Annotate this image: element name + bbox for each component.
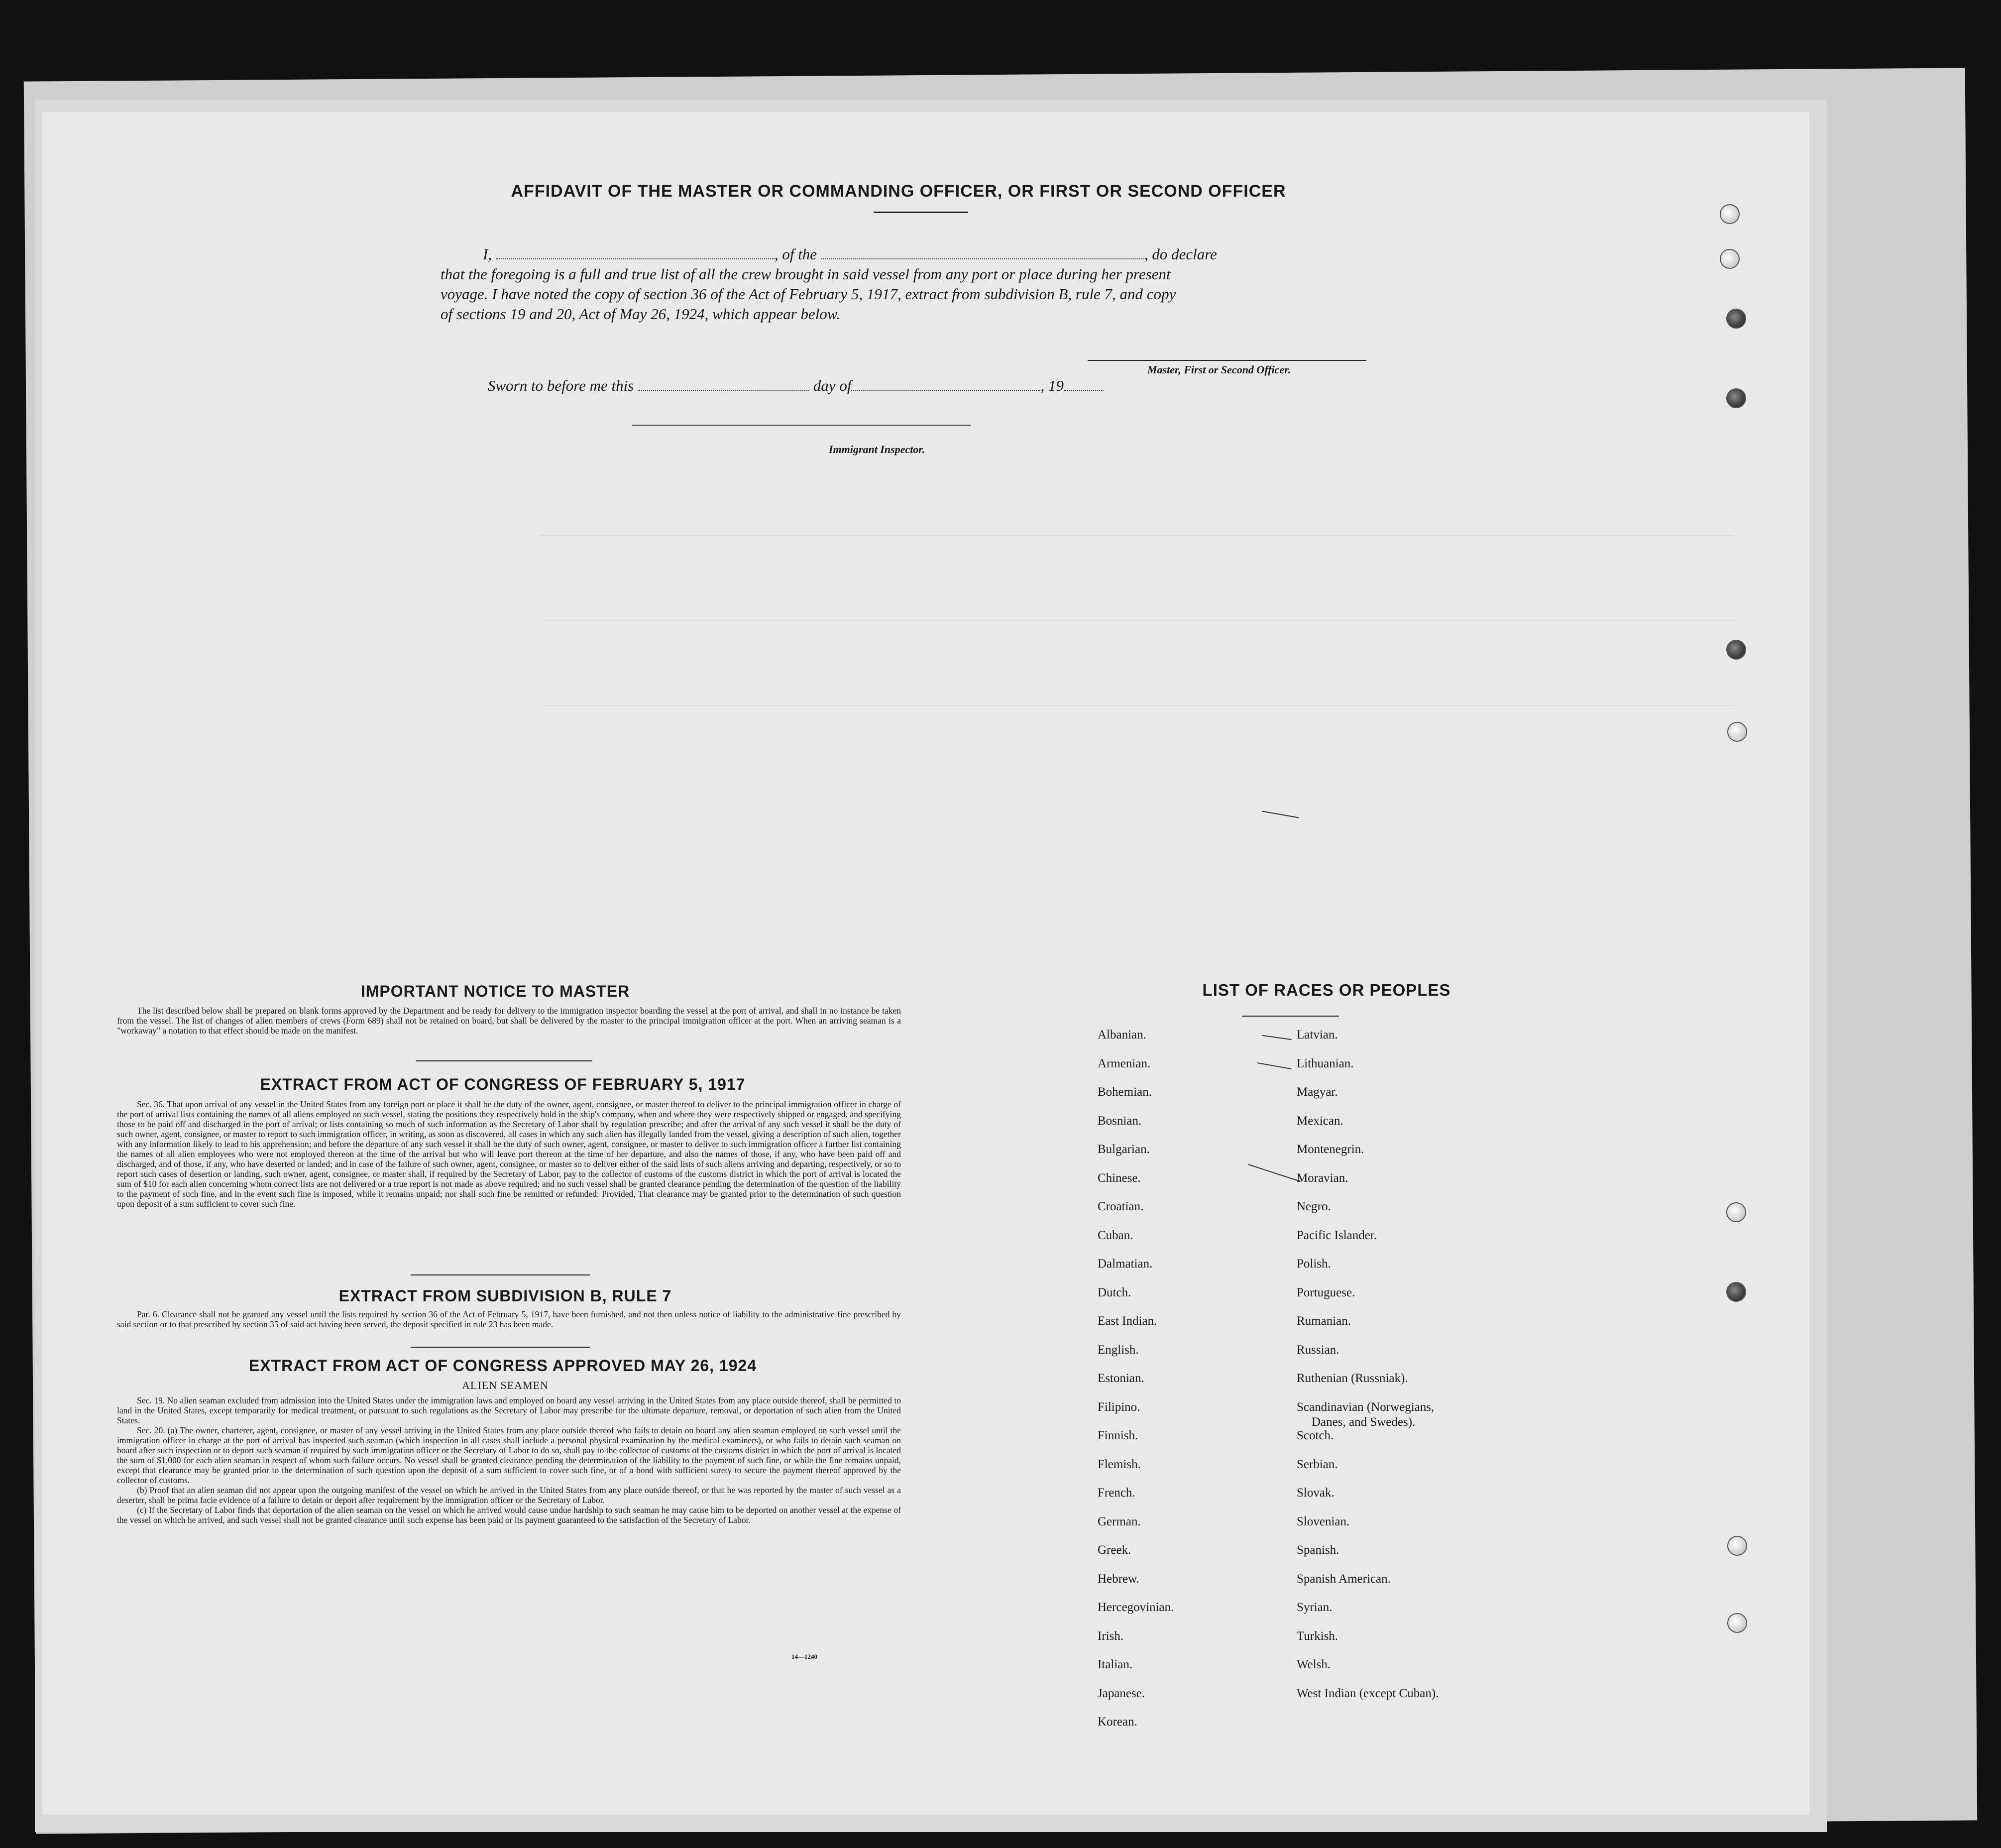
master-signature-line[interactable] [1088, 360, 1366, 361]
race-item: Lithuanian. [1297, 1056, 1354, 1070]
sec20c-paragraph: (c) If the Secretary of Labor finds that deportation of the alien seaman on the vessel on which he arrived would cause undue hardship to such seaman he may cause him to be deported on another vessel at the expense of the vessel on which he arrived, and such vessel shall not be granted clearance until such expense has been paid or its payment guaranteed to the satisfaction of the Secretary of Labor. [117, 1505, 901, 1525]
race-item: Finnish. [1098, 1429, 1138, 1442]
race-item: Ruthenian (Russniak). [1297, 1372, 1408, 1385]
race-item: Scotch. [1297, 1429, 1334, 1442]
race-item: Serbian. [1297, 1457, 1338, 1471]
race-item: Polish. [1297, 1257, 1331, 1270]
race-item: Estonian. [1098, 1372, 1144, 1385]
year-prefix: , 19 [1040, 377, 1064, 394]
binder-hole [1720, 204, 1740, 224]
race-item: Slovak. [1297, 1486, 1334, 1500]
sworn-day-field[interactable] [638, 390, 809, 391]
sec19-paragraph: Sec. 19. No alien seaman excluded from admission into the United States under the immigration laws and employed on board any vessel arriving in the United States from any place outside thereof, shall be permitted to land in the United States, except temporarily for medical treatment, or pursuant to such regulations as the Secretary of Labor may prescribe for the ultimate departure, removal, or deportation of such alien from the United States. [117, 1395, 901, 1425]
race-item: West Indian (except Cuban). [1297, 1686, 1439, 1700]
binder-hole [1720, 249, 1740, 269]
affidavit-of-the: , of the [774, 245, 817, 263]
binder-hole [1727, 1536, 1747, 1556]
sworn-year-field[interactable] [1064, 390, 1104, 391]
race-item: English. [1098, 1343, 1139, 1357]
sec20b-paragraph: (b) Proof that an alien seaman did not appear upon the outgoing manifest of the vessel on which he arrived in the United States from any place outside thereof, or that he was reported by the master of such vessel as a deserter, shall be prima facie evidence of a failure to detain or deport after requirement by the immigration officer or the Secretary of Labor. [117, 1485, 901, 1505]
race-item: Korean. [1098, 1715, 1137, 1729]
affidavit-line-4: of sections 19 and 20, Act of May 26, 1924, which appear below. [441, 305, 841, 323]
binder-hole [1726, 309, 1746, 329]
title-rule [874, 212, 968, 213]
race-item: Japanese. [1098, 1686, 1145, 1700]
divider-2 [411, 1274, 590, 1275]
race-item: Hercegovinian. [1098, 1601, 1174, 1614]
binder-hole [1726, 388, 1746, 408]
race-item: Latvian. [1297, 1028, 1338, 1041]
notice-text [117, 1006, 901, 1036]
notice-title: IMPORTANT NOTICE TO MASTER [360, 982, 630, 1000]
binder-hole [1726, 1202, 1746, 1222]
race-item: Cuban. [1098, 1228, 1133, 1242]
affidavit-declare: , do declare [1144, 245, 1217, 263]
master-label: Master, First or Second Officer. [1147, 363, 1291, 376]
race-item: Magyar. [1297, 1085, 1338, 1099]
sworn-label: Sworn to before me this [488, 377, 634, 394]
day-of-label: day of [813, 377, 852, 394]
sworn-month-field[interactable] [851, 390, 1040, 391]
divider-1 [416, 1060, 592, 1061]
extract-1917-text [117, 1099, 901, 1209]
extract-1917-title: EXTRACT FROM ACT OF CONGRESS OF FEBRUARY 5, 1917 [260, 1075, 746, 1093]
affidavit-line-1 [483, 245, 1448, 263]
affidavit-line-2: that the foregoing is a full and true list of all the crew brought in said vessel from any port or place during her present [441, 265, 1171, 283]
binder-hole [1726, 640, 1746, 660]
sec36-paragraph: Sec. 36. That upon arrival of any vessel in the United States from any foreign port or place it shall be the duty of the owner, agent, consignee, or master thereof to deliver to the principal immigration officer in charge of the port of arrival lists containing the names of all aliens employed on such vessel, stating the positions they respectively hold in the ship's company, when and where they were respectively shipped or engaged, and specifying those to be paid off and discharged in the port of arrival; or lists containing so much of such information as the Secretary of Labor shall by regulation prescribe; and after the arrival of any such vessel it shall be the duty of such owner, agent, consignee, or master to report to such immigration officer, in writing, as soon as discovered, all cases in which any such alien has illegally landed from the vessel, giving a description of such alien, together with any information likely to lead to his apprehension; and before the departure of any such vessel it shall be the duty of such owner, agent, consignee, or master to deliver to such immigration officer a further list containing the names of all alien employees who were not employed thereon at the time of the arrival but who will leave port thereon at the time of her departure, and also the names of those, if any, who have been paid off and discharged, and of those, if any, who have deserted or landed; and in case of the failure of such owner, agent, consignee, or master so to deliver either of the said lists of such aliens arriving and departing, respectively, or so to report such cases of desertion or landing, such owner, agent, consignee, or master shall, if required by the Secretary of Labor, pay to the collector of customs of the customs district in which the port of arrival is located the sum of $10 for each alien concerning whom correct lists are not delivered or a true report is not made as above required; and no such vessel shall be granted clearance pending the determination of the question of the liability to the payment of such fine, and in the event such fine is imposed, while it remains unpaid; nor shall such fine be remitted or refunded: Provided, That clearance may be granted prior to the determination of such question upon deposit of a sum sufficient to cover such fine. [117, 1099, 901, 1209]
affidavit-line-3: voyage. I have noted the copy of section 36 of the Act of February 5, 1917, extract from subdivision B, rule 7, and copy [441, 285, 1176, 303]
race-item: Rumanian. [1297, 1314, 1351, 1328]
name-field[interactable] [496, 258, 775, 259]
binder-hole [1727, 1613, 1747, 1633]
race-item: Turkish. [1297, 1629, 1338, 1643]
race-item: Negro. [1297, 1200, 1331, 1213]
affidavit-title: AFFIDAVIT OF THE MASTER OR COMMANDING OFFICER, OR FIRST OR SECOND OFFICER [511, 182, 1286, 201]
race-item: Dutch. [1098, 1285, 1131, 1299]
race-item: Montenegrin. [1297, 1143, 1364, 1156]
race-item: Slovenian. [1297, 1514, 1350, 1528]
divider-3 [411, 1347, 590, 1348]
extract-rule7-title: EXTRACT FROM SUBDIVISION B, RULE 7 [338, 1287, 672, 1305]
inspector-label: Immigrant Inspector. [829, 443, 925, 456]
form-number: 14—1240 [791, 1653, 817, 1660]
race-item: Moravian. [1297, 1171, 1348, 1185]
sec20a-paragraph: Sec. 20. (a) The owner, charterer, agent, consignee, or master of any vessel arriving in the United States from any place outside thereof who fails to detain on board any alien seaman employed on such vessel until the immigration officer in charge at the port of arrival has inspected such seaman (which inspection in all cases shall include a personal physical examination by the medical examiners), or who fails to detain such seaman on board after such inspection or to deport such seaman if required by such immigration officer or the Secretary of Labor to do so, shall pay to the collector of customs of the customs district in which the port of arrival is located the sum of $1,000 for each alien seaman in respect of whom such failure occurs. No vessel shall be granted clearance pending the determination of the liability to the payment of such fine, or while the fine remains unpaid, except that clearance may be granted prior to the determination of such question upon the deposit of a sum sufficient to cover such fine, or of a bond with sufficient surety to secure the payment thereof approved by the collector of customs. [117, 1425, 901, 1485]
race-item: German. [1098, 1514, 1141, 1528]
race-item: Mexican. [1297, 1114, 1343, 1128]
vessel-field[interactable] [821, 258, 1144, 259]
race-item: Bosnian. [1098, 1114, 1142, 1128]
race-item: Portuguese. [1297, 1285, 1355, 1299]
binder-hole [1726, 1282, 1746, 1302]
extract-rule7-text [117, 1309, 901, 1329]
race-item: Flemish. [1098, 1457, 1141, 1471]
extract-1924-title: EXTRACT FROM ACT OF CONGRESS APPROVED MAY 26, 1924 [248, 1357, 757, 1375]
sworn-line [488, 377, 1104, 395]
race-item: Filipino. [1098, 1400, 1140, 1414]
par6-paragraph: Par. 6. Clearance shall not be granted any vessel until the lists required by section 36 of the Act of February 5, 1917, have been furnished, and not then unless notice of liability to the administrative fine prescribed by said section or to that prescribed by section 35 of said act having been served, the deposit specified in rule 23 has been made. [117, 1309, 901, 1329]
race-item: Dalmatian. [1098, 1257, 1153, 1270]
binder-hole [1727, 722, 1747, 742]
extract-1924-text [117, 1395, 901, 1525]
race-item: Syrian. [1297, 1601, 1333, 1614]
races-title: LIST OF RACES OR PEOPLES [1202, 981, 1451, 999]
race-item: French. [1098, 1486, 1135, 1500]
alien-seamen-subtitle: ALIEN SEAMEN [462, 1379, 549, 1391]
race-item: Albanian. [1098, 1028, 1146, 1041]
race-item: Scandinavian (Norwegians, [1297, 1400, 1435, 1414]
race-item: Welsh. [1297, 1658, 1331, 1671]
race-item: Spanish American. [1297, 1572, 1391, 1586]
race-item: Croatian. [1098, 1200, 1144, 1213]
race-item: Italian. [1098, 1658, 1133, 1671]
race-item: Irish. [1098, 1629, 1124, 1643]
affidavit-i: I, [483, 245, 492, 263]
race-item: Bohemian. [1098, 1085, 1152, 1099]
race-item: Chinese. [1098, 1171, 1141, 1185]
race-item: Spanish. [1297, 1543, 1339, 1557]
races-rule [1242, 1016, 1339, 1017]
race-item: Russian. [1297, 1343, 1339, 1357]
inspector-signature-line[interactable] [632, 425, 971, 426]
race-item: Bulgarian. [1098, 1143, 1150, 1156]
race-item: East Indian. [1098, 1314, 1157, 1328]
race-item: Hebrew. [1098, 1572, 1139, 1586]
document-page [42, 112, 1809, 1815]
race-item: Pacific Islander. [1297, 1228, 1377, 1242]
race-item: Greek. [1098, 1543, 1131, 1557]
notice-paragraph: The list described below shall be prepared on blank forms approved by the Department and be ready for delivery to the immigration inspector boarding the vessel at the port of arrival, and shall in no instance be taken from the vessel. The list of changes of alien members of crews (Form 689) shall not be retained on board, but shall be delivered by the master to the principal immigration officer at the port. When an arriving seaman is a "workaway" a notation to that effect should be made on the manifest. [117, 1006, 901, 1036]
race-item: Danes, and Swedes). [1312, 1415, 1416, 1429]
race-item: Armenian. [1098, 1056, 1151, 1070]
